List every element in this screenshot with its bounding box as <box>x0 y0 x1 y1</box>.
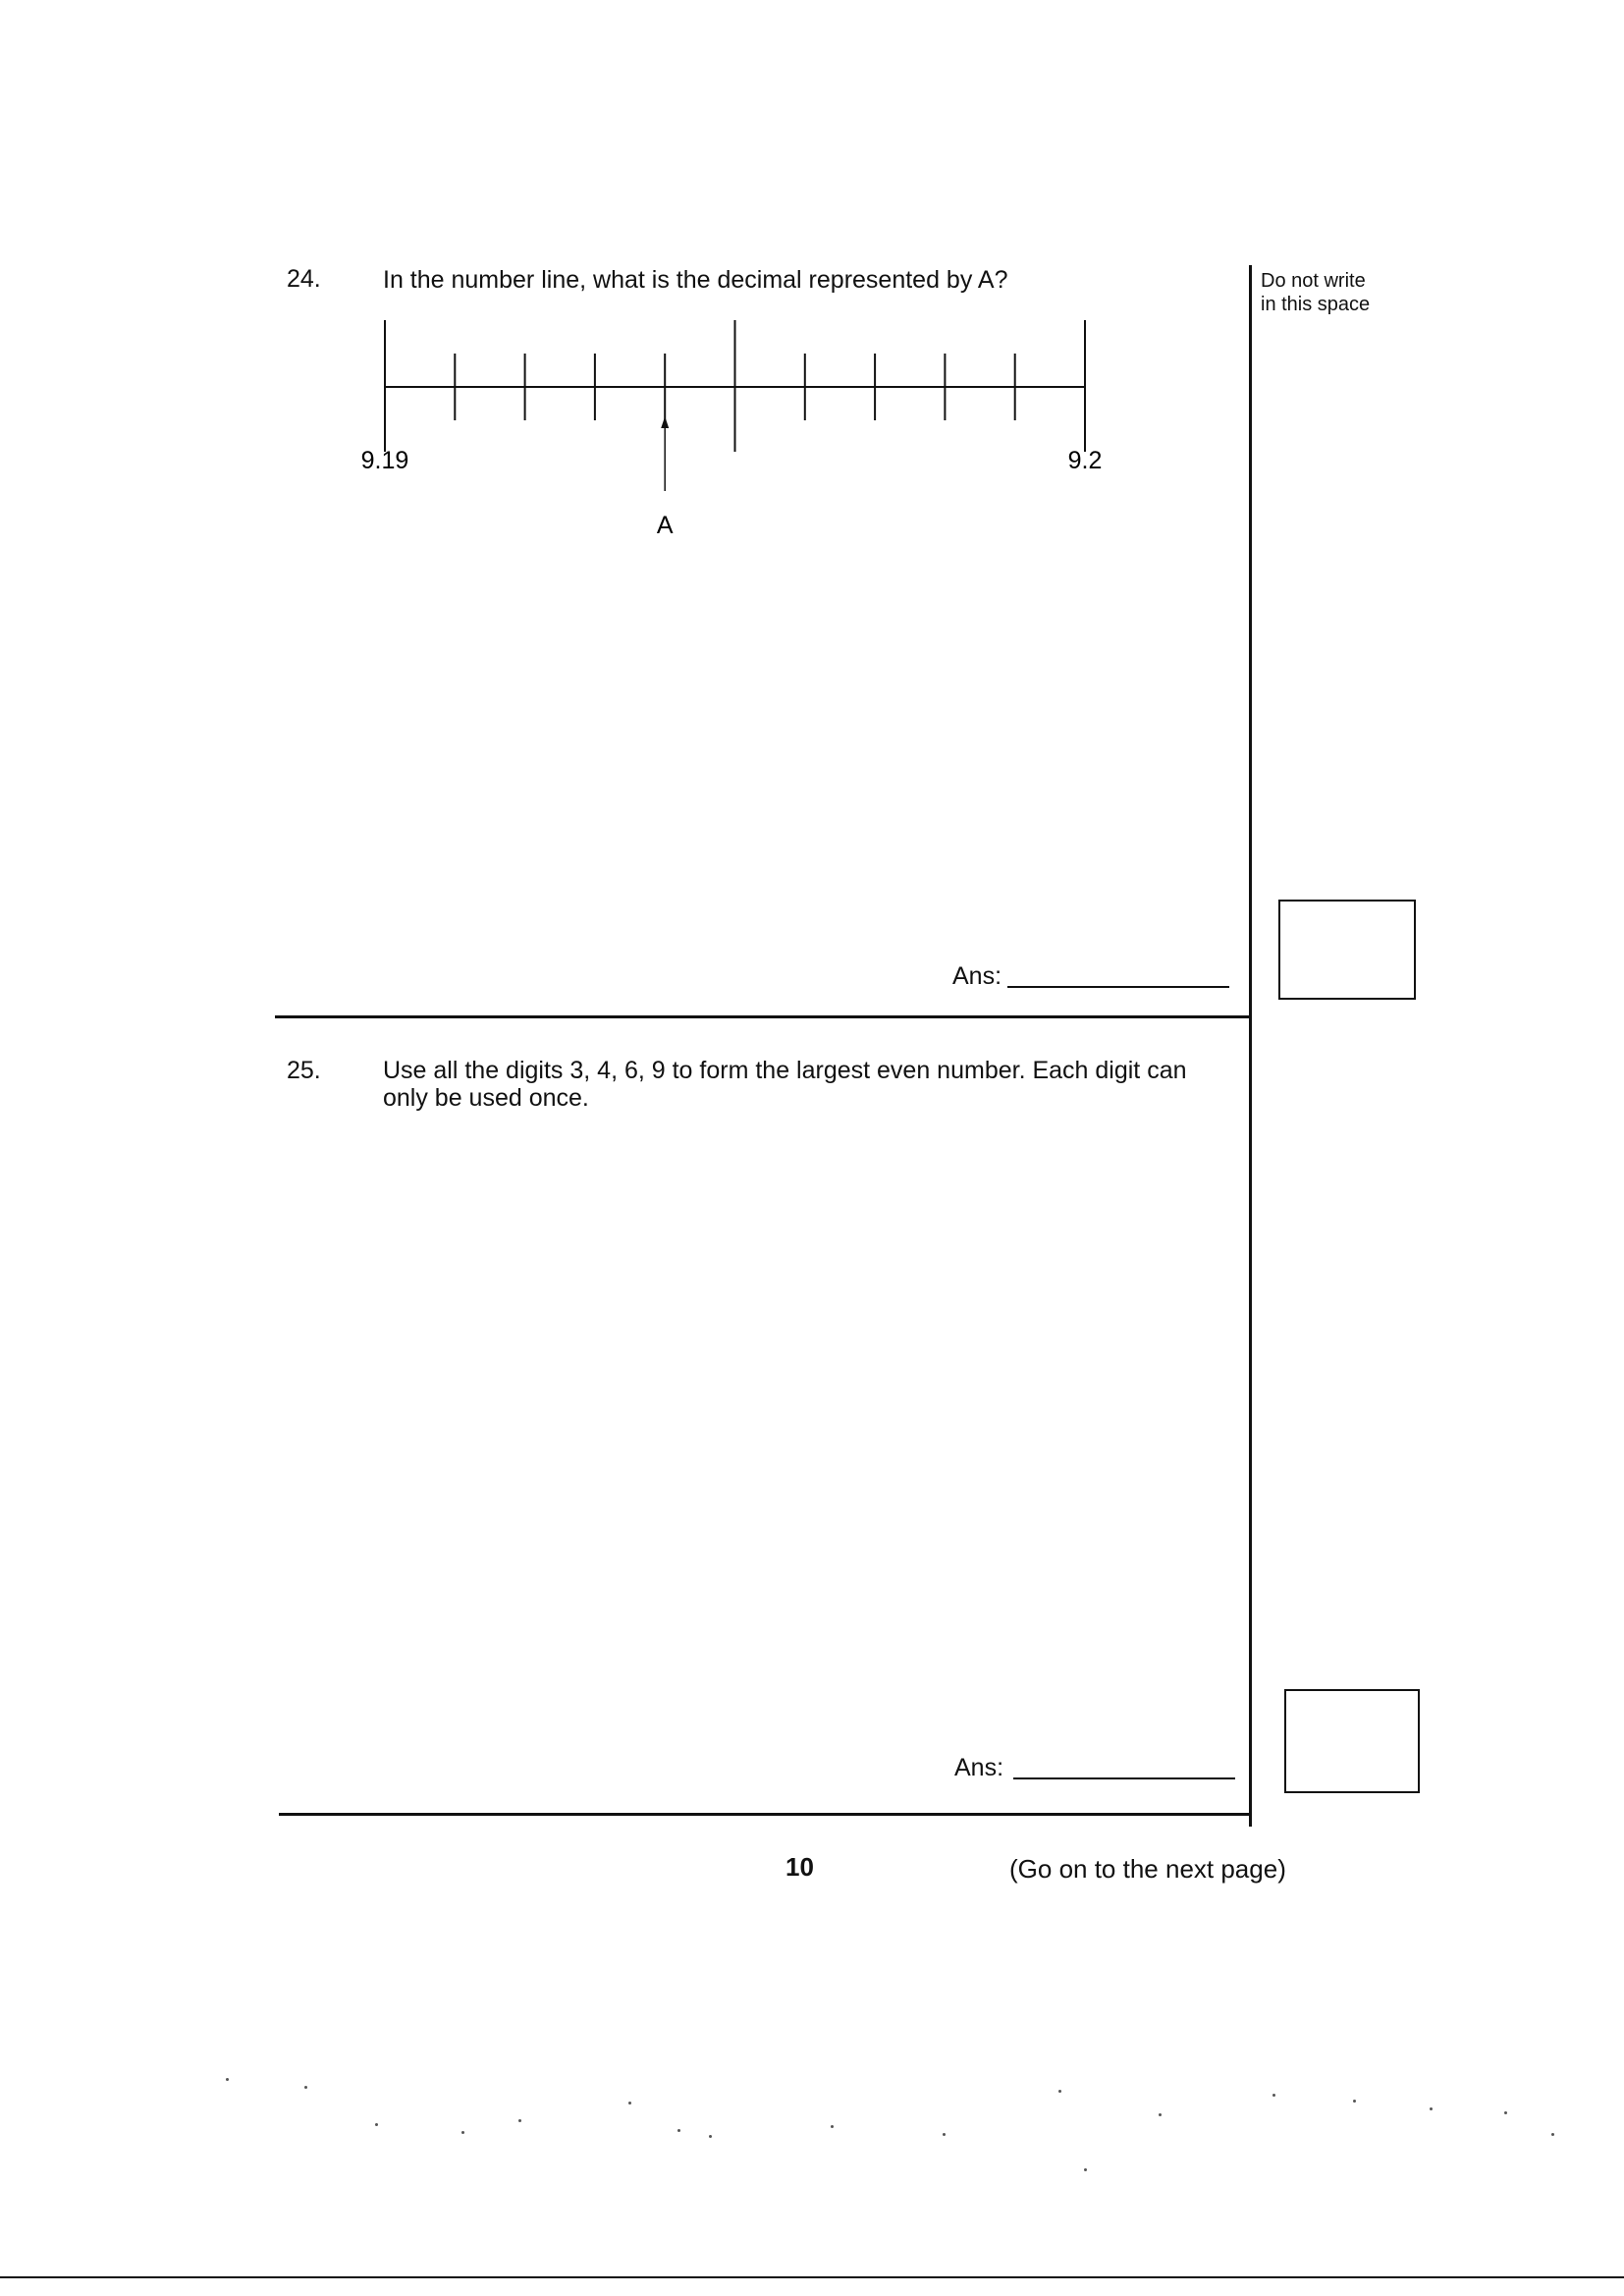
question-25-text <box>383 1057 1187 1112</box>
scan-speck <box>709 2135 712 2138</box>
question-25-text-line2: only be used once. <box>383 1084 589 1112</box>
scan-speck <box>677 2129 680 2132</box>
scan-speck <box>1353 2100 1356 2103</box>
scan-speck <box>1272 2094 1275 2097</box>
question-24-number: 24. <box>287 265 321 293</box>
scan-speck <box>1551 2133 1554 2136</box>
margin-note-line2: in this space <box>1261 294 1371 315</box>
scan-speck <box>226 2078 229 2081</box>
number-line-end-label: 9.2 <box>1067 447 1103 474</box>
question-25-text-line1: Use all the digits 3, 4, 6, 9 to form the largest even number. Each digit can <box>383 1057 1187 1084</box>
number-line-marks <box>385 320 1085 491</box>
question-24-text: In the number line, what is the decimal represented by A? <box>383 266 1008 294</box>
question-25-answer-label: Ans: <box>954 1754 1004 1781</box>
margin-divider <box>1249 265 1252 1827</box>
scan-speck <box>1504 2111 1507 2114</box>
question-25-answer-field[interactable] <box>1013 1777 1235 1779</box>
scan-speck <box>304 2086 307 2089</box>
scan-speck <box>518 2119 521 2122</box>
scan-speck <box>1084 2168 1087 2171</box>
scan-bottom-edge <box>0 2276 1624 2278</box>
scan-speck <box>1430 2107 1433 2110</box>
number-line-start-label: 9.19 <box>360 447 409 474</box>
number-line-marker-label: A <box>656 512 674 539</box>
question-24-score-box[interactable] <box>1278 900 1416 1000</box>
question-25-score-box[interactable] <box>1284 1689 1420 1793</box>
margin-note-line1: Do not write <box>1261 270 1366 292</box>
scan-speck <box>1159 2113 1162 2116</box>
question-separator <box>275 1015 1249 1018</box>
question-24-answer-field[interactable] <box>1007 986 1229 988</box>
scan-speck <box>943 2133 946 2136</box>
go-on-note: (Go on to the next page) <box>1009 1854 1286 1884</box>
number-line-figure <box>334 314 1139 550</box>
margin-note <box>1261 269 1370 316</box>
scan-speck <box>628 2102 631 2105</box>
scan-speck <box>375 2123 378 2126</box>
number-line-marker-arrowhead <box>661 416 669 428</box>
scan-speck <box>461 2131 464 2134</box>
question-25-bottom-rule <box>279 1813 1251 1816</box>
question-24-answer-label: Ans: <box>952 962 1002 990</box>
scan-speck <box>831 2125 834 2128</box>
scan-speck <box>1058 2090 1061 2093</box>
question-25-number: 25. <box>287 1057 321 1084</box>
page-number: 10 <box>785 1852 814 1882</box>
